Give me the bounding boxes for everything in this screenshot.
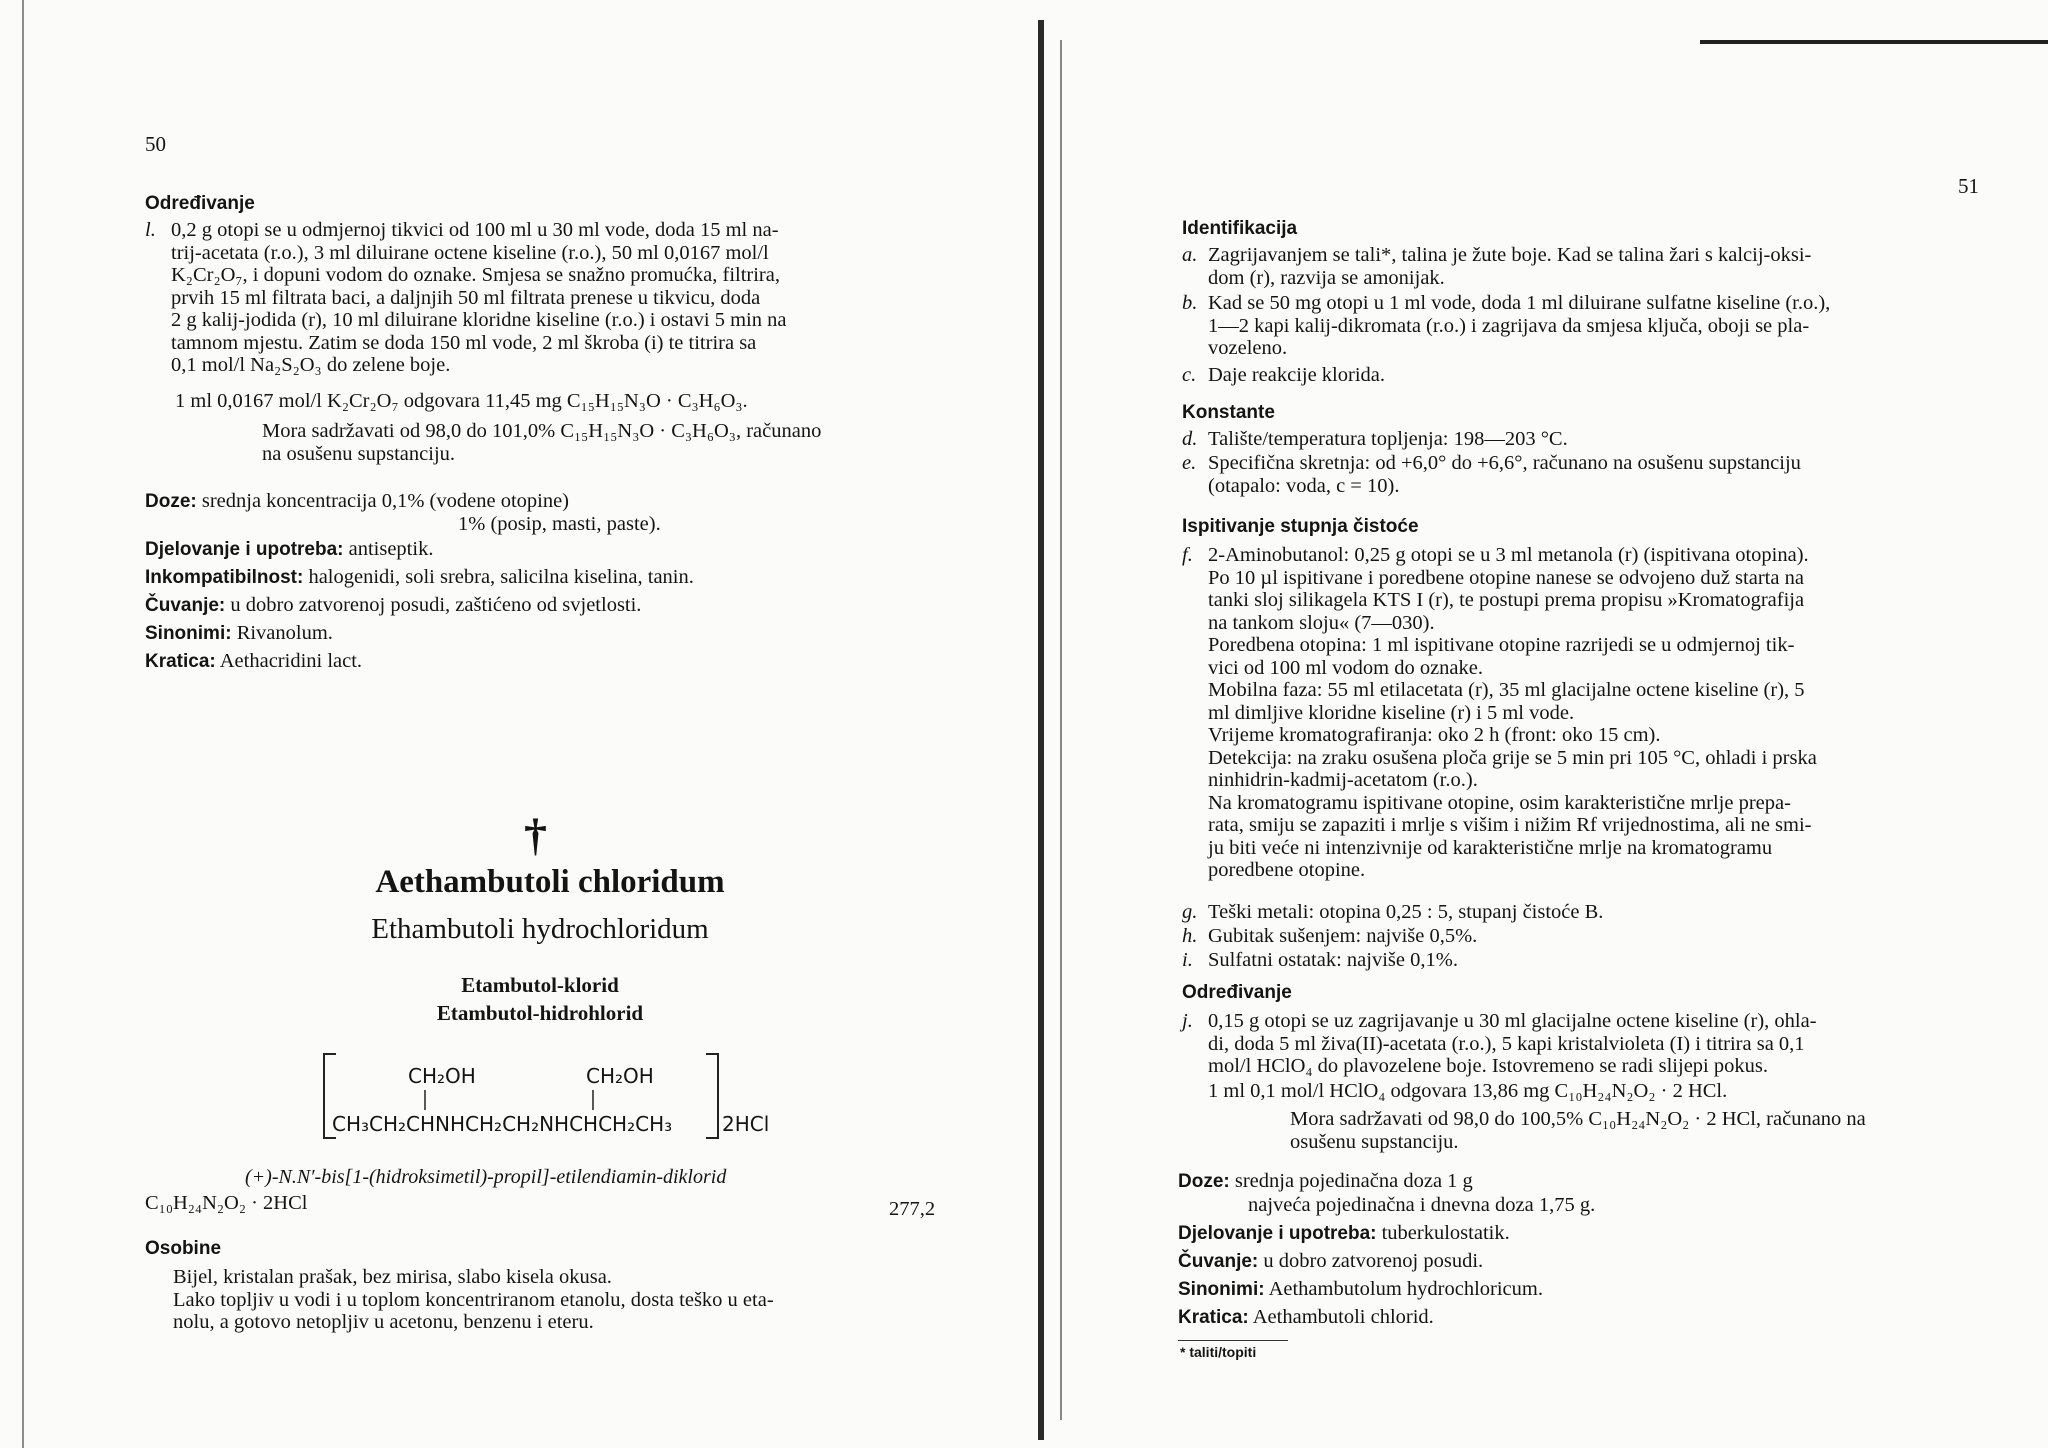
item-label: d. <box>1182 428 1198 450</box>
sinonimi-row <box>1178 1278 1543 1302</box>
text-line: Po 10 µl ispitivane i poredbene otopine nanese se odvojeno duž starta na <box>1208 566 1804 589</box>
text-line: Daje reakcije klorida. <box>1208 364 1386 386</box>
djelovanje-value: tuberkulostatik. <box>1381 1222 1510 1244</box>
doze-label: Doze: <box>1178 1171 1230 1192</box>
cuvanje-value: u dobro zatvorenoj posudi. <box>1263 1250 1484 1272</box>
item-label: a. <box>1182 244 1198 266</box>
item-label: b. <box>1182 292 1198 314</box>
item-label: i. <box>1182 949 1193 971</box>
monograph-subtitle: Ethambutoli hydrochloridum <box>371 913 709 945</box>
djelovanje-label: Djelovanje i upotreba: <box>145 539 344 560</box>
item-text <box>1208 1010 1992 1078</box>
text-line: mol/l HClO₄ do plavozelene boje. Istovremeno se radi slijepi pokus. <box>1208 1055 1768 1077</box>
item-label: l. <box>145 219 156 241</box>
item-text <box>1208 901 1992 924</box>
text-line: rata, smiju se zapaziti i mrlje s višim i nižim Rf vrijednostima, ali ne smi- <box>1208 814 1812 836</box>
text-line: na tankom sloju« (7—030). <box>1208 611 1435 634</box>
equivalence-line: 1 ml 0,1 mol/l HClO₄ odgovara 13,86 mg C₁₀H₂₄N₂O₂ · 2 HCl. <box>1208 1080 1728 1102</box>
djelovanje-label: Djelovanje i upotreba: <box>1178 1223 1377 1244</box>
section-heading-ispitivanje: Ispitivanje stupnja čistoće <box>1182 516 1419 537</box>
item-text <box>1208 428 1992 451</box>
identification-item-c <box>1182 364 1992 387</box>
molecular-weight: 277,2 <box>889 1198 936 1220</box>
cuvanje-value: u dobro zatvorenoj posudi, zaštićeno od svjetlosti. <box>230 594 642 616</box>
text-line: Poredbena otopina: 1 ml ispitivane otopine razrijedi se u odmjernoj tik- <box>1208 634 1795 656</box>
monograph-title: Aethambutoli chloridum <box>375 864 725 900</box>
kratica-label: Kratica: <box>1178 1307 1249 1328</box>
item-text <box>1208 244 1992 289</box>
item-text <box>1208 949 1992 972</box>
item-label: f. <box>1182 544 1193 566</box>
croatian-name-2: Etambutol-hidrohlorid <box>436 1001 644 1025</box>
struct-salt: 2HCl <box>722 1112 770 1136</box>
doze-line-1: srednja koncentracija 0,1% (vodene otopine) <box>201 490 570 512</box>
identification-item-b <box>1182 292 1992 360</box>
struct-group-2: CH₂OH <box>586 1064 654 1088</box>
text-line: Bijel, kristalan prašak, bez mirisa, slabo kisela okusa. <box>173 1266 612 1288</box>
kratica-row <box>145 650 362 674</box>
cuvanje-label: Čuvanje: <box>145 595 226 616</box>
osobine-text <box>173 1266 953 1334</box>
kratica-row <box>1178 1306 1434 1330</box>
inkompatibilnost-value: halogenidi, soli srebra, salicilna kiselina, tanin. <box>308 566 694 588</box>
text-line: poredbene otopine. <box>1208 859 1366 881</box>
text-line: vici od 100 ml vodom do oznake. <box>1208 656 1483 679</box>
struct-group-1: CH₂OH <box>408 1064 476 1088</box>
kratica-value: Aethambutoli chlorid. <box>1252 1306 1434 1328</box>
text-line: dom (r), razvija se amonijak. <box>1208 266 1445 289</box>
text-line: Gubitak sušenjem: najviše 0,5%. <box>1208 925 1478 947</box>
right-page <box>1050 0 2048 1448</box>
sinonimi-row <box>145 622 333 646</box>
page-number: 51 <box>1958 174 1979 198</box>
item-text <box>1208 925 1992 948</box>
text-line: 0,2 g otopi se u odmjernoj tikvici od 100 ml u 30 ml vode, doda 15 ml na- <box>171 219 779 241</box>
struct-chain: CH₃CH₂CHNHCH₂CH₂NHCHCH₂CH₃ <box>332 1112 673 1136</box>
page-number: 50 <box>145 132 166 156</box>
inkompatibilnost-row <box>145 566 694 590</box>
djelovanje-row <box>145 538 433 562</box>
cuvanje-label: Čuvanje: <box>1178 1251 1259 1272</box>
doze-block <box>1178 1170 1473 1194</box>
doze-line-2: 1% (posip, masti, paste). <box>458 513 661 535</box>
content-requirement <box>262 420 821 465</box>
text-line: na osušenu supstanciju. <box>262 442 456 465</box>
text-line: Kad se 50 mg otopi u 1 ml vode, doda 1 ml diluirane sulfatne kiseline (r.o.), <box>1208 292 1831 314</box>
item-text <box>1208 292 1992 360</box>
text-line: Mobilna faza: 55 ml etilacetata (r), 35 ml glacijalne octene kiseline (r), 5 <box>1208 679 1805 701</box>
right-bracket <box>706 1054 718 1138</box>
text-line: trij-acetata (r.o.), 3 ml diluirane octene kiseline (r.o.), 50 ml 0,0167 mol/l <box>171 241 769 264</box>
text-line: tamnom mjestu. Zatim se doda 150 ml vode, 2 ml škroba (i) te titrira sa <box>171 331 757 354</box>
text-line: nolu, a gotovo netopljiv u acetonu, benzenu i eteru. <box>173 1311 594 1333</box>
sinonimi-label: Sinonimi: <box>145 623 232 644</box>
equivalence-line: 1 ml 0,0167 mol/l K₂Cr₂O₇ odgovara 11,45 mg C₁₅H₁₅N₃O · C₃H₆O₃. <box>175 390 748 412</box>
item-label: c. <box>1182 364 1197 386</box>
text-line: Mora sadržavati od 98,0 do 100,5% C₁₀H₂₄N₂O₂ · 2 HCl, računano na <box>1290 1108 1866 1130</box>
text-line: Mora sadržavati od 98,0 do 101,0% C₁₅H₁₅N₃O · C₃H₆O₃, računano <box>262 420 822 442</box>
djelovanje-value: antiseptik. <box>348 538 434 560</box>
text-line: Sulfatni ostatak: najviše 0,1%. <box>1208 949 1458 971</box>
item-label: h. <box>1182 925 1198 947</box>
text-line: ml dimljive kloridne kiseline (r) i 5 ml vode. <box>1208 701 1575 724</box>
item-text <box>1208 544 1992 882</box>
purity-item-h <box>1182 925 1992 948</box>
kratica-value: Aethacridini lact. <box>219 650 363 672</box>
footnote: * taliti/topiti <box>1180 1344 1257 1360</box>
text-line: Na kromatogramu ispitivane otopine, osim karakteristične mrlje prepa- <box>1208 791 1791 814</box>
text-line: ju biti veće ni intenzivnije od karakteristične mrlje na kromatogramu <box>1208 836 1773 859</box>
section-heading-odredivanje: Određivanje <box>145 193 255 214</box>
doze-line-2: najveća pojedinačna i dnevna doza 1,75 g. <box>1248 1194 1596 1216</box>
molecular-formula: C₁₀H₂₄N₂O₂ · 2HCl <box>145 1192 308 1214</box>
item-text <box>1208 452 1992 497</box>
text-line: Teški metali: otopina 0,25 : 5, stupanj čistoće B. <box>1208 901 1604 923</box>
purity-item-f <box>1182 544 1992 882</box>
text-line: tanki sloj silikagela KTS I (r), te postupi prema propisu »Kromatografija <box>1208 589 1805 611</box>
cuvanje-row <box>1178 1250 1483 1274</box>
text-line: 2-Aminobutanol: 0,25 g otopi se u 3 ml metanola (r) (ispitivana otopina). <box>1208 544 1809 566</box>
text-line: (otapalo: voda, c = 10). <box>1208 474 1400 497</box>
text-line: 0,1 mol/l Na₂S₂O₃ do zelene boje. <box>171 354 451 376</box>
doze-line-1: srednja pojedinačna doza 1 g <box>1234 1170 1473 1192</box>
cuvanje-row <box>145 594 641 618</box>
text-line: Detekcija: na zraku osušena ploča grije se 5 min pri 105 °C, ohladi i prska <box>1208 746 1817 769</box>
text-line: vozeleno. <box>1208 337 1288 359</box>
assay-item-l <box>145 219 945 377</box>
text-line: osušenu supstanciju. <box>1290 1130 1459 1153</box>
text-line: 2 g kalij-jodida (r), 10 ml diluirane kloridne kiseline (r.o.) i ostavi 5 min na <box>171 309 787 331</box>
text-line: di, doda 5 ml živa(II)-acetata (r.o.), 5 kapi kristalvioleta (I) i titrira sa 0,1 <box>1208 1032 1805 1055</box>
dagger-symbol: † <box>524 809 547 860</box>
item-label: j. <box>1182 1010 1193 1032</box>
item-text <box>171 219 945 377</box>
text-line: Lako topljiv u vodi i u toplom koncentriranom etanolu, dosta teško u eta- <box>173 1288 774 1311</box>
text-line: Talište/temperatura topljenja: 198—203 °C. <box>1208 428 1568 450</box>
item-label: e. <box>1182 452 1197 474</box>
section-heading-konstante: Konstante <box>1182 402 1275 423</box>
text-line: prvih 15 ml filtrata baci, a daljnjih 50 ml filtrata prenese u tikvicu, doda <box>171 286 761 309</box>
doze-label: Doze: <box>145 491 197 512</box>
item-label: g. <box>1182 901 1198 923</box>
djelovanje-row <box>1178 1222 1510 1246</box>
section-heading-odredivanje: Određivanje <box>1182 982 1292 1003</box>
assay-item-j <box>1182 1010 1992 1078</box>
constant-item-e <box>1182 452 1992 497</box>
identification-item-a <box>1182 244 1992 289</box>
purity-item-g <box>1182 901 1992 924</box>
text-line: K₂Cr₂O₇, i dopuni vodom do oznake. Smjesa se snažno promućka, filtrira, <box>171 264 780 286</box>
kratica-label: Kratica: <box>145 651 216 672</box>
iupac-name: (+)-N.N′-bis[1-(hidroksimetil)-propil]-etilendiamin-diklorid <box>245 1166 727 1188</box>
structural-formula <box>318 1052 788 1142</box>
footnote-rule <box>1178 1340 1288 1341</box>
doze-block <box>145 490 569 514</box>
text-line: ninhidrin-kadmij-acetatom (r.o.). <box>1208 769 1478 791</box>
content-requirement <box>1290 1108 1866 1153</box>
sinonimi-value: Aethambutolum hydrochloricum. <box>1268 1278 1543 1300</box>
section-heading-identifikacija: Identifikacija <box>1182 218 1298 239</box>
constant-item-d <box>1182 428 1992 451</box>
text-line: Vrijeme kromatografiranja: oko 2 h (front: oko 15 cm). <box>1208 724 1661 746</box>
croatian-name-1: Etambutol-klorid <box>461 973 619 997</box>
sinonimi-value: Rivanolum. <box>236 622 333 644</box>
item-text <box>1208 364 1992 387</box>
section-heading-osobine: Osobine <box>145 1238 222 1259</box>
text-line: Specifična skretnja: od +6,0° do +6,6°, računano na osušenu supstanciju <box>1208 452 1801 474</box>
purity-item-i <box>1182 949 1992 972</box>
sinonimi-label: Sinonimi: <box>1178 1279 1265 1300</box>
inkompatibilnost-label: Inkompatibilnost: <box>145 567 304 588</box>
text-line: 0,15 g otopi se uz zagrijavanje u 30 ml glacijalne octene kiseline (r), ohla- <box>1208 1010 1817 1032</box>
text-line: 1—2 kapi kalij-dikromata (r.o.) i zagrijava da smjesa ključa, oboji se pla- <box>1208 314 1810 337</box>
text-line: Zagrijavanjem se tali*, talina je žute boje. Kad se talina žari s kalcij-oksi- <box>1208 244 1812 266</box>
